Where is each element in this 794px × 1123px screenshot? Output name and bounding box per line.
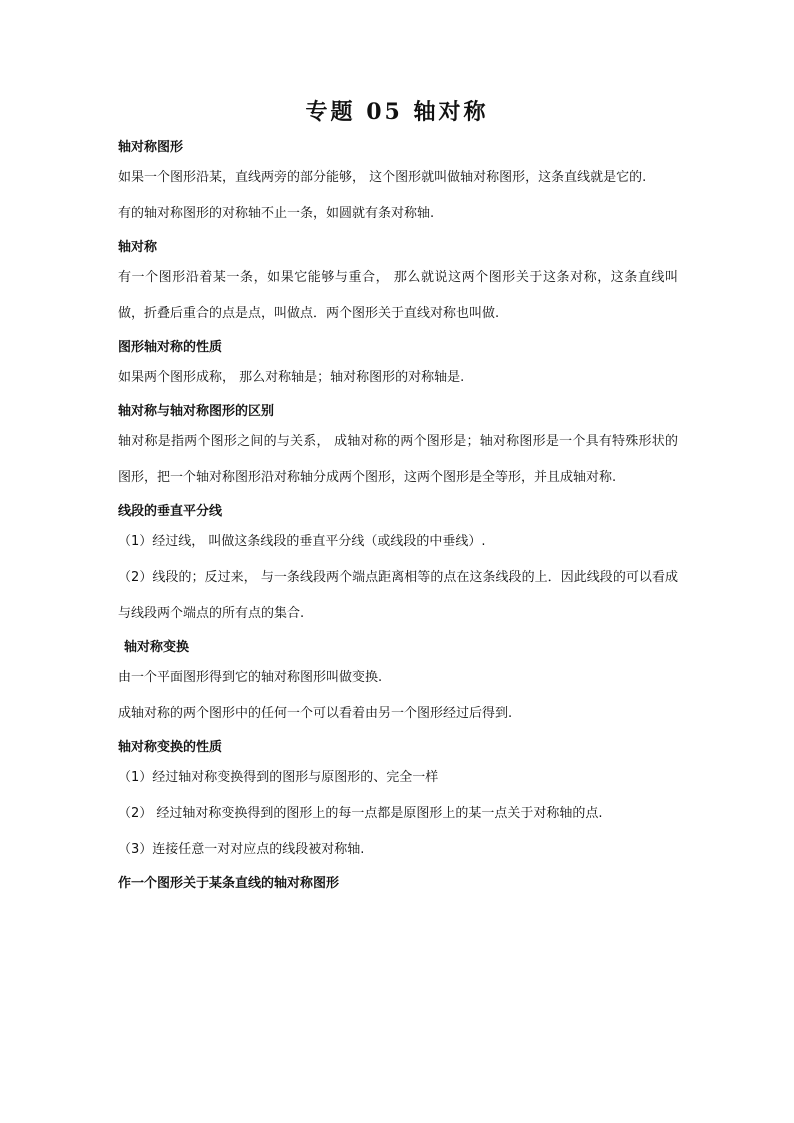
paragraph: 有的轴对称图形的对称轴不止一条，如圆就有条对称轴. — [118, 206, 435, 221]
section-heading: 作一个图形关于某条直线的轴对称图形 — [118, 876, 340, 891]
section-perpendicular-bisector — [118, 500, 678, 632]
document-title: 专题 05 轴对称 — [305, 99, 489, 125]
paragraph: 成轴对称的两个图形中的任何一个可以看着由另一个图形经过后得到. — [118, 706, 513, 721]
paragraph: （1）经过线， 叫做这条线段的垂直平分线（或线段的中垂线）. — [118, 534, 486, 549]
section-transformation-properties — [118, 736, 678, 868]
section-axis-symmetric-figure — [118, 136, 678, 232]
paragraph: 轴对称是指两个图形之间的与关系， 成轴对称的两个图形是；轴对称图形是一个具有特殊形状的图形，把一个轴对称图形沿对称轴分成两个图形，这两个图形是全等形，并且成轴对称. — [118, 434, 678, 485]
paragraph: （1）经过轴对称变换得到的图形与原图形的、完全一样 — [118, 770, 439, 785]
paragraph: 如果两个图形成称， 那么对称轴是；轴对称图形的对称轴是. — [118, 370, 465, 385]
paragraph: （3）连接任意一对对应点的线段被对称轴. — [118, 842, 365, 857]
section-construct-symmetric-figure — [118, 872, 678, 896]
paragraph: 由一个平面图形得到它的轴对称图形叫做变换. — [118, 670, 383, 685]
section-heading: 图形轴对称的性质 — [118, 340, 223, 355]
section-symmetry-properties — [118, 336, 678, 396]
section-difference — [118, 400, 678, 496]
document-body — [118, 132, 678, 896]
section-axis-symmetry — [118, 236, 678, 332]
paragraph: （2）线段的；反过来， 与一条线段两个端点距离相等的点在这条线段的上．因此线段的可以看成与线段两个端点的所有点的集合. — [118, 570, 678, 621]
paragraph: 有一个图形沿着某一条，如果它能够与重合， 那么就说这两个图形关于这条对称，这条直线叫做，折叠后重合的点是点，叫做点．两个图形关于直线对称也叫做. — [118, 270, 678, 321]
section-heading: 轴对称变换的性质 — [118, 740, 223, 755]
paragraph: 如果一个图形沿某，直线两旁的部分能够， 这个图形就叫做轴对称图形，这条直线就是它的. — [118, 170, 647, 185]
paragraph: （2） 经过轴对称变换得到的图形上的每一点都是原图形上的某一点关于对称轴的点. — [118, 806, 603, 821]
section-heading: 线段的垂直平分线 — [118, 504, 223, 519]
section-heading: 轴对称图形 — [118, 140, 184, 155]
section-heading: 轴对称变换 — [124, 640, 190, 655]
section-heading: 轴对称 — [118, 240, 158, 255]
section-transformation — [118, 636, 678, 732]
section-heading: 轴对称与轴对称图形的区别 — [118, 404, 275, 419]
